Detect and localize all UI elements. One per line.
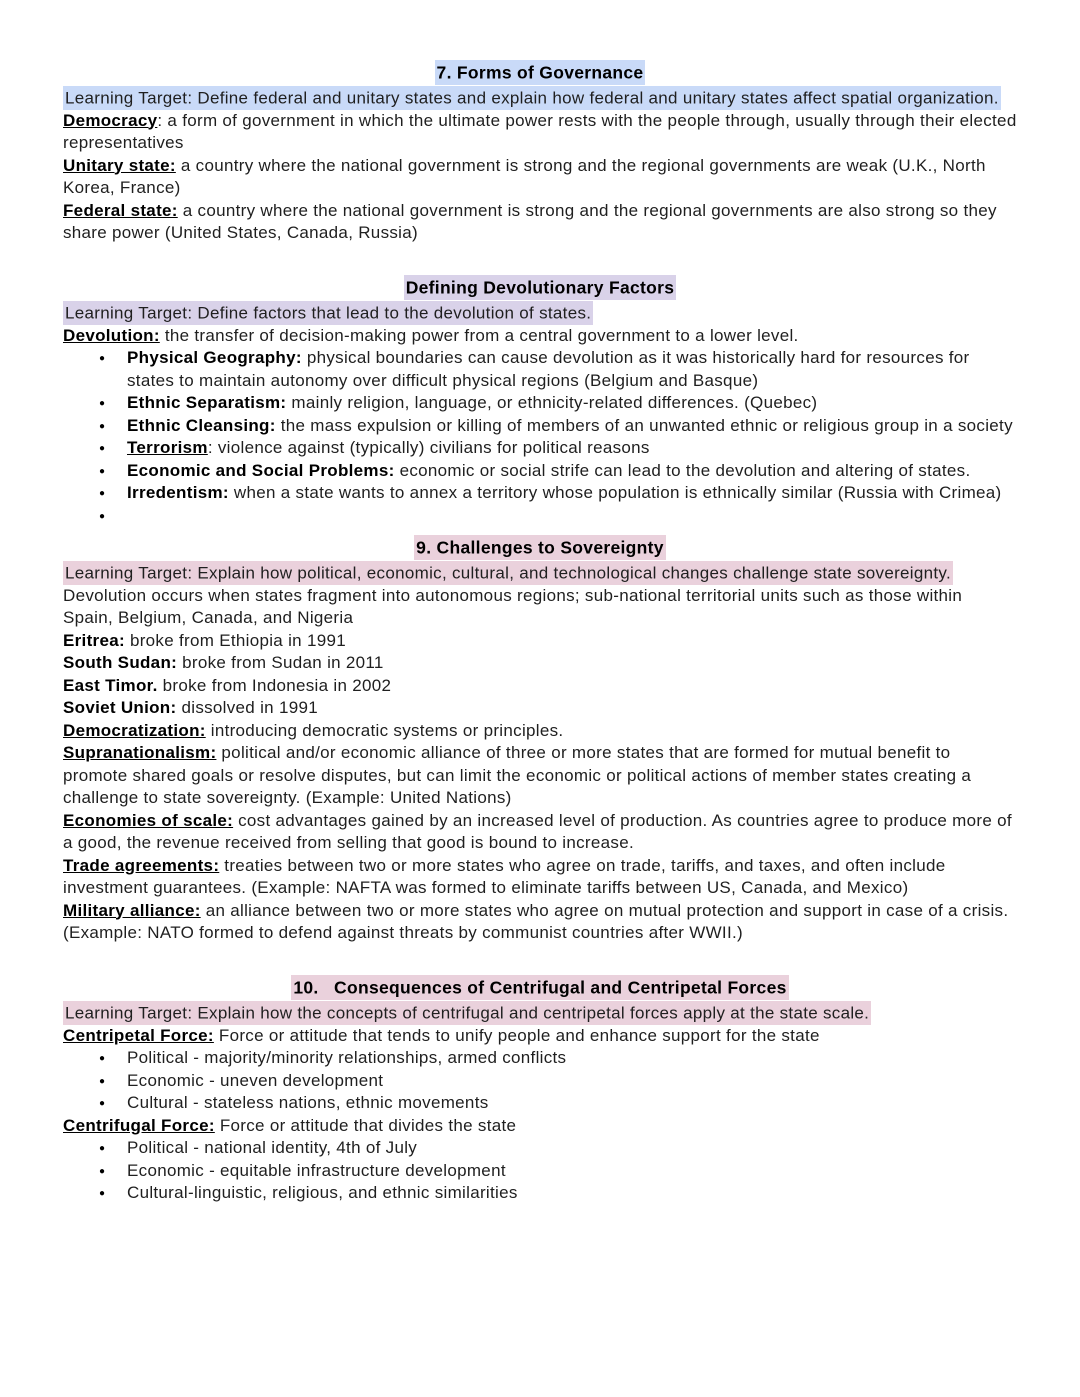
term: Ethnic Cleansing:	[127, 415, 276, 435]
fact-eritrea	[63, 630, 1017, 653]
definition-text: introducing democratic systems or principles.	[205, 720, 564, 740]
definition-text: an alliance between two or more states who agree on mutual protection and support in case of a crisis. (Example: NATO formed to defend against threats by communist countries after WWII.)	[63, 900, 1009, 942]
term: Democracy	[63, 110, 158, 130]
definition-text: treaties between two or more states who agree on trade, tariffs, and taxes, and often include investment guarantees. (Example: NAFTA was formed to eliminate tariffs between US, Canada, and Mexico)	[63, 855, 946, 897]
bullet-text: the mass expulsion or killing of members of an unwanted ethnic or religious group in a society	[275, 415, 1013, 435]
section-7-learning-target	[63, 87, 1017, 110]
term: Military alliance:	[63, 900, 201, 920]
bullet-text: when a state wants to annex a territory whose population is ethnically similar (Russia with Crimea)	[228, 483, 1002, 502]
term: Federal state:	[63, 200, 178, 220]
centripetal-list	[63, 1047, 1017, 1115]
term: Democratization:	[63, 720, 206, 740]
blank-line	[63, 945, 1017, 968]
term: Irredentism:	[127, 483, 229, 502]
bullet-physical-geography	[127, 347, 1017, 392]
section-9-heading-highlight: 9. Challenges to Sovereignty	[414, 535, 666, 560]
definition-text: Force or attitude that tends to unify people and enhance support for the state	[213, 1025, 820, 1045]
definition-centripetal-force	[63, 1025, 1017, 1048]
bullet-centripetal-economic	[127, 1070, 1017, 1093]
term: Devolution:	[63, 325, 160, 345]
definition-text: broke from Indonesia in 2002	[157, 675, 392, 695]
term: Centripetal Force:	[63, 1025, 214, 1045]
section-8-heading-highlight: Defining Devolutionary Factors	[404, 275, 677, 300]
bullet-text: Cultural - stateless nations, ethnic movements	[127, 1093, 489, 1112]
devolution-intro	[63, 585, 1017, 630]
centrifugal-list	[63, 1137, 1017, 1205]
definition-democratization	[63, 720, 1017, 743]
learning-target-text: Learning Target: Define factors that lead to the devolution of states.	[63, 301, 593, 325]
bullet-text: Economic - uneven development	[127, 1070, 384, 1090]
section-7-heading-highlight: 7. Forms of Governance	[435, 60, 646, 85]
section-10-heading-highlight: 10. Consequences of Centrifugal and Centripetal Forces	[291, 975, 788, 1000]
term: Eritrea:	[63, 630, 125, 650]
bullet-centrifugal-political	[127, 1137, 1017, 1160]
definition-unitary-state	[63, 155, 1017, 200]
term: Ethnic Separatism:	[127, 393, 287, 412]
definition-text: political and/or economic alliance of three or more states that are formed for mutual benefit to promote shared goals or resolve disputes, but can limit the economic or political actions of member states creating a challenge to state sovereignty. (Example: United Nations)	[63, 743, 972, 807]
definition-devolution	[63, 325, 1017, 348]
learning-target-text: Learning Target: Explain how the concepts of centrifugal and centripetal forces apply at the state scale.	[63, 1001, 871, 1025]
definition-text: a country where the national government is strong and the regional governments are weak (U.K., North Korea, France)	[63, 155, 986, 197]
bullet-empty	[127, 505, 1017, 528]
bullet-text: physical boundaries can cause devolution as it was historically hard for resources for states to maintain autonomy over difficult physical regions (Belgium and Basque)	[127, 348, 970, 390]
section-10-heading	[63, 975, 1017, 999]
definition-text: broke from Ethiopia in 1991	[124, 630, 346, 650]
blank-line	[63, 245, 1017, 268]
definition-text: dissolved in 1991	[176, 698, 318, 717]
term: East Timor.	[63, 675, 158, 695]
bullet-ethnic-separatism	[127, 392, 1017, 415]
term: South Sudan:	[63, 653, 178, 672]
section-9-heading	[63, 535, 1017, 559]
term: Centrifugal Force:	[63, 1115, 215, 1135]
bullet-text: mainly religion, language, or ethnicity-related differences. (Quebec)	[286, 393, 818, 412]
bullet-text: Cultural-linguistic, religious, and ethnic similarities	[127, 1183, 518, 1202]
section-10-learning-target	[63, 1002, 1017, 1025]
bullet-centrifugal-cultural	[127, 1182, 1017, 1205]
term: Economic and Social Problems:	[127, 460, 395, 480]
term: Soviet Union:	[63, 698, 177, 717]
section-8-learning-target	[63, 302, 1017, 325]
bullet-text: Political - majority/minority relationships, armed conflicts	[127, 1048, 567, 1067]
bullet-terrorism	[127, 437, 1017, 460]
section-9-learning-target	[63, 562, 1017, 585]
term: Economies of scale:	[63, 810, 234, 830]
learning-target-text: Learning Target: Explain how political, economic, cultural, and technological changes challenge state sovereignty.	[63, 561, 953, 585]
paragraph-text: Devolution occurs when states fragment into autonomous regions; sub-national territorial units such as those within Spain, Belgium, Canada, and Nigeria	[63, 585, 963, 627]
definition-text: a country where the national government is strong and the regional governments are also strong so they share power (United States, Canada, Russia)	[63, 200, 997, 242]
bullet-text: Economic - equitable infrastructure development	[127, 1160, 506, 1180]
definition-trade-agreements	[63, 855, 1017, 900]
term: Physical Geography:	[127, 348, 302, 367]
fact-south-sudan	[63, 652, 1017, 675]
learning-target-text: Learning Target: Define federal and unitary states and explain how federal and unitary states affect spatial organization.	[63, 86, 1001, 110]
bullet-centrifugal-economic	[127, 1160, 1017, 1183]
fact-soviet-union	[63, 697, 1017, 720]
section-7-heading	[63, 60, 1017, 84]
definition-centrifugal-force	[63, 1115, 1017, 1138]
definition-democracy	[63, 110, 1017, 155]
term: Trade agreements:	[63, 855, 220, 875]
bullet-centripetal-cultural	[127, 1092, 1017, 1115]
fact-east-timor	[63, 675, 1017, 698]
term: Terrorism	[127, 438, 208, 457]
bullet-economic-social-problems	[127, 460, 1017, 483]
bullet-ethnic-cleansing	[127, 415, 1017, 438]
bullet-centripetal-political	[127, 1047, 1017, 1070]
term: Unitary state:	[63, 155, 176, 175]
devolution-factors-list	[63, 347, 1017, 527]
section-8-heading	[63, 275, 1017, 299]
definition-text: : a form of government in which the ultimate power rests with the people through, usually through their elected representatives	[63, 110, 1017, 152]
definition-federal-state	[63, 200, 1017, 245]
definition-supranationalism	[63, 742, 1017, 810]
definition-economies-of-scale	[63, 810, 1017, 855]
definition-text: the transfer of decision-making power from a central government to a lower level.	[159, 325, 799, 345]
bullet-text: Political - national identity, 4th of July	[127, 1138, 418, 1157]
bullet-irredentism	[127, 482, 1017, 505]
bullet-text: : violence against (typically) civilians for political reasons	[207, 438, 650, 457]
bullet-text: economic or social strife can lead to the devolution and altering of states.	[394, 460, 971, 480]
definition-text: cost advantages gained by an increased level of production. As countries agree to produce more of a good, the revenue received from selling that good is bound to increase.	[63, 810, 1012, 852]
term: Supranationalism:	[63, 743, 217, 762]
definition-text: broke from Sudan in 2011	[177, 653, 384, 672]
definition-military-alliance	[63, 900, 1017, 945]
definition-text: Force or attitude that divides the state	[214, 1115, 517, 1135]
